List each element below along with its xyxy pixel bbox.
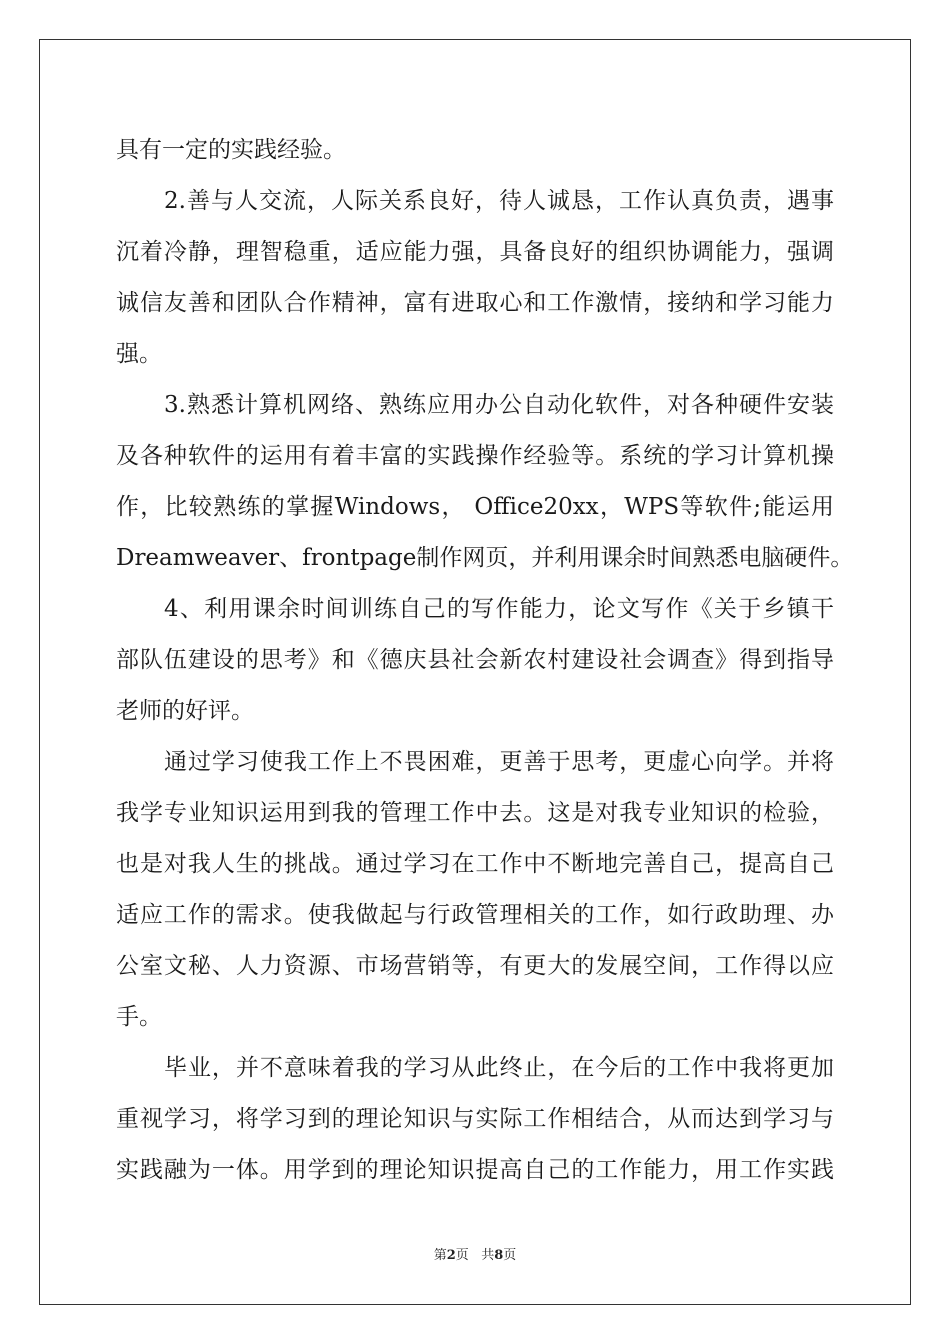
text-line: Dreamweaver、frontpage制作网页，并利用课余时间熟悉电脑硬件。	[116, 545, 854, 571]
text-line: 通过学习使我工作上不畏困难，更善于思考，更虚心向学。并将	[164, 749, 834, 775]
text-line: 强。	[116, 341, 162, 367]
text-line: 实践融为一体。用学到的理论知识提高自己的工作能力，用工作实践	[116, 1157, 834, 1183]
footer-total-prefix: 共	[481, 1248, 495, 1263]
footer-prefix: 第	[433, 1248, 447, 1263]
text-line: 适应工作的需求。使我做起与行政管理相关的工作，如行政助理、办	[116, 902, 834, 928]
text-line: 诚信友善和团队合作精神，富有进取心和工作激情，接纳和学习能力	[116, 290, 834, 316]
text-line: 公室文秘、人力资源、市场营销等，有更大的发展空间，工作得以应	[116, 953, 834, 979]
text-line: 4、利用课余时间训练自己的写作能力，论文写作《关于乡镇干	[164, 596, 834, 622]
footer-total-suffix: 页	[503, 1248, 517, 1263]
text-line: 具有一定的实践经验。	[116, 137, 346, 163]
text-line: 也是对我人生的挑战。通过学习在工作中不断地完善自己，提高自己	[116, 851, 834, 877]
total-page-count: 8	[494, 1248, 504, 1263]
text-line: 老师的好评。	[116, 698, 254, 724]
document-body	[116, 125, 854, 1196]
text-line: 毕业，并不意味着我的学习从此终止，在今后的工作中我将更加	[164, 1055, 834, 1081]
current-page-number: 2	[446, 1248, 456, 1263]
text-line: 及各种软件的运用有着丰富的实践操作经验等。系统的学习计算机操	[116, 443, 834, 469]
footer-page-suffix: 页	[455, 1248, 469, 1263]
page-footer	[0, 1244, 950, 1263]
text-line: 重视学习，将学习到的理论知识与实际工作相结合，从而达到学习与	[116, 1106, 834, 1132]
text-line: 3.熟悉计算机网络、熟练应用办公自动化软件，对各种硬件安装	[164, 392, 834, 418]
text-line: 作，比较熟练的掌握Windows， Office20xx，WPS等软件;能运用	[116, 494, 834, 520]
text-line: 我学专业知识运用到我的管理工作中去。这是对我专业知识的检验，	[116, 800, 834, 826]
text-line: 部队伍建设的思考》和《德庆县社会新农村建设社会调查》得到指导	[116, 647, 834, 673]
text-line: 2.善与人交流，人际关系良好，待人诚恳，工作认真负责，遇事	[164, 188, 834, 214]
text-line: 手。	[116, 1004, 162, 1030]
text-line: 沉着冷静，理智稳重，适应能力强，具备良好的组织协调能力，强调	[116, 239, 834, 265]
